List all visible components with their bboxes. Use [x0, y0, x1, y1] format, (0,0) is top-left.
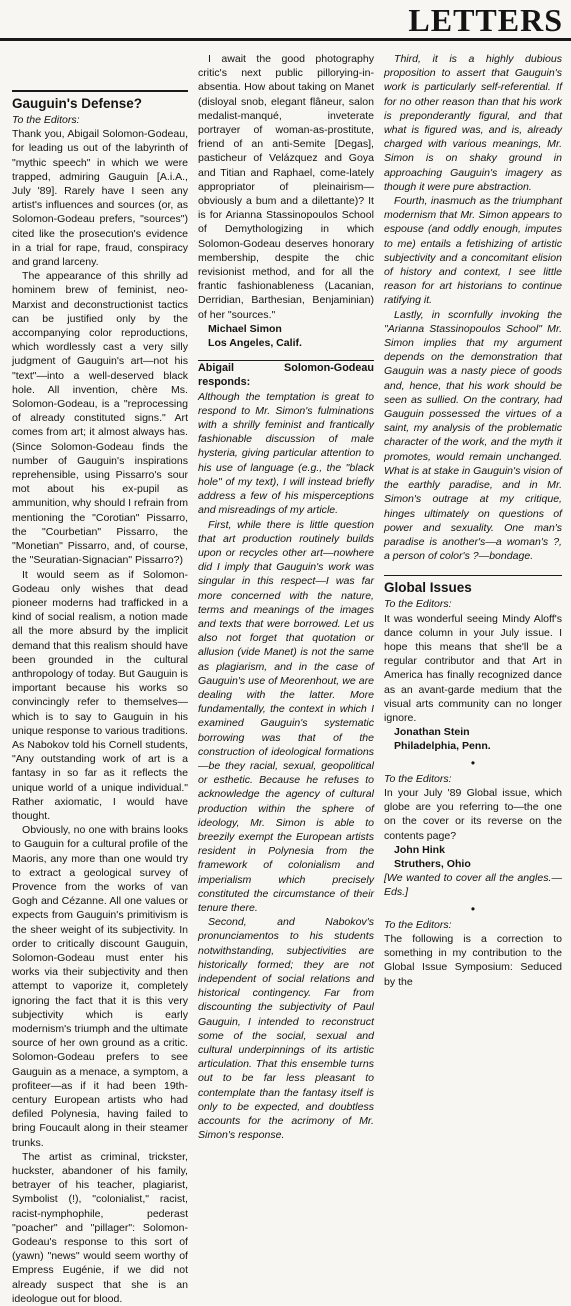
- salutation: To the Editors:: [12, 114, 80, 126]
- salutation: To the Editors:: [384, 772, 452, 785]
- section-title: LETTERS: [408, 2, 563, 38]
- paragraph: Thank you, Abigail Solomon-Godeau, for leading us out of the labyrinth of "mythic speech" in which we were trapped, admiring Gauguin [A.i.A., July '89]. Rarely have I seen any artist's influences and sources (or, as Solomon-Godeau prefers, "sources") cited like the prosecution's evidence in a trial for rape, fraud, conspiracy and grand larceny.: [12, 128, 188, 269]
- salutation: To the Editors:: [384, 598, 452, 611]
- salutation: To the Editors:: [384, 918, 452, 931]
- paragraph: The artist as criminal, trickster, huckster, abandoner of his family, betrayer of his teacher, plagiarist, Symbolist (!), "colonialist," racist, racist-nymphophile, pederast "poacher" and "pillager": Solomon-Godeau's response to this sort of (yawn) "news" would seem worthy of Empress Eugénie, if we did not already suspect that she is an ideologue out for blood.: [12, 1150, 188, 1305]
- signature-name: Michael Simon: [208, 322, 282, 335]
- signature-place: Philadelphia, Penn.: [394, 740, 491, 753]
- signature-name: Jonathan Stein: [394, 726, 470, 739]
- response-body: [198, 390, 374, 1143]
- bullet-separator: •: [470, 901, 476, 916]
- paragraph: Lastly, in scornfully invoking the "Arianna Stassinopoulos School" Mr. Simon implies that my argument depends on the demonstration that Gauguin was a nasty piece of goods and, hence, that his work should be seen as sullied. On the contrary, had Gauguin possessed the virtues of a saint, my analysis of the problematic character of the work, and the myth it promotes, would remain unchanged. What is at stake in Gauguin's vision of the earthly paradise, and in Mr. Simon's outrage at my critique, hinges ultimately on questions of power and sexuality. One man's paradise is another's—a woman's ?, a person of color's ?—bondage.: [384, 308, 562, 563]
- paragraph: Obviously, no one with brains looks to Gauguin for a cultural profile of the Maoris, any more than one would try to extract a geological survey of Provence from the works of van Gogh and Cézanne. All one values or expects from Gauguin's primitivism is the sheer weight of its subjectivity. In order to critically discount Gauguin, Solomon-Godeau must enter his works via their subjectivity and then attempt to vaporize it, completely ignoring the fact that it is this very subjectivity which is early modernism's triumph and the ultimate source of her own ground as a critic. Solomon-Godeau prefers to see Gauguin as a menace, a symptom, a profiteer—as if it had been 19th-century European artists who had defiled Polynesia, having failed to bring Foucault along in their steamer trunks.: [12, 824, 188, 1149]
- response-heading: Abigail Solomon-Godeau responds:: [198, 362, 374, 389]
- paragraph: In your July '89 Global issue, which globe are you referring to—the one on the cover or its reverse on the contents page?: [384, 786, 562, 842]
- column-2: [198, 52, 374, 1142]
- column-3: [384, 52, 562, 989]
- letter-heading-gauguin: Gauguin's Defense?: [12, 90, 188, 112]
- paragraph: Fourth, inasmuch as the triumphant modernism that Mr. Simon appears to espouse (and oddly enough, imputes to me) entails a fetishizing of artistic subjectivity and a concomitant elision of history and context, I see little reason for art historians to continue ratifying it.: [384, 195, 562, 307]
- editor-note: [We wanted to cover all the angles.—Eds.]: [384, 872, 562, 899]
- signature-name: John Hink: [394, 843, 445, 856]
- paragraph: The following is a correction to something in my contribution to the Global Issue Symposium: Seduced by the: [384, 932, 562, 988]
- paragraph: Second, and Nabokov's pronunciamentos to his students notwithstanding, subjectivities are historically formed; they are not independent of social relations and historical contingency. Far from discounting the subjectivity of Paul Gauguin, I intended to reconstruct some of the social, sexual and cultural underpinnings of its artistic articulation. That this ensemble turns out to be far less pleasant to contemplate than the fantasy itself is only to be expected, and doubtless accounts for the acrimony of Mr. Simon's response.: [198, 916, 374, 1142]
- letter-heading-global: Global Issues: [384, 580, 472, 596]
- response-body-continued: [384, 52, 562, 563]
- paragraph: It was wonderful seeing Mindy Aloff's dance column in your July issue. I hope this means that she'll be a regular contributor and that Art in America has finally recognized dance as an avant-garde medium that the visual arts community can no longer ignore.: [384, 612, 562, 724]
- paragraph: Although the temptation is great to respond to Mr. Simon's fulminations with a shrilly feminist and frantically fashionable discussion of male hysteria, giving particular attention to his use of language (e.g., the "black hole" of my text), I will instead briefly address a few of his misperceptions and misreadings of my article.: [198, 390, 374, 517]
- column-1: [12, 90, 188, 1306]
- paragraph: I await the good photography critic's next public pillorying-in-absentia. How about taking on Manet (disloyal snob, elegant flâneur, salon medalist-manqué, inveterate portrayer of woman-as-prostitute, friend of an anti-Semite [Degas], pasticheur of Velázquez and Goya and Titian and Raphael, come-lately appropriator of pleinairism—obviously a bum and a dilettante)? It is for Arianna Stassinopoulos School of Demythologizing in which Solomon-Godeau deserves honorary membership, despite the chic revisionist method, and for all the frantic fashionableness (Lacanian, Derridian, Barthesian, Benjaminian) of her "sources.": [198, 53, 374, 321]
- signature-place: Los Angeles, Calif.: [208, 337, 302, 350]
- divider: [384, 575, 562, 576]
- paragraph: It would seem as if Solomon-Godeau only wishes that dead pioneer moderns had trafficked in a kind of social realism, a notion made all the more absurd by the implicit demand that this realism should have been grounded in the cultural anthropology of today. But Gauguin is important because his works so convincingly refer to themselves—which is to say to Gauguin in his unique response to various traditions. As Nabokov told his Cornell students, "Any outstanding work of art is a fantasy in so far as it reflects the unique world of a unique individual." Rather axiomatic, I would have thought.: [12, 568, 188, 822]
- paragraph: Third, it is a highly dubious proposition to assert that Gauguin's work is particularly self-referential. If for no other reason than that his work is preponderantly figural, and that what is figured was, and is, already charged with various meanings, Mr. Simon is on shaky ground in approaching Gauguin's imagery as though it were pure abstraction.: [384, 53, 562, 193]
- paragraph: First, while there is little question that art production routinely builds upon or recycles other art—nowhere did I imply that Gauguin's work was singular in this respect—I was far more concerned with the nature, terms and meanings of the images and texts that were borrowed. Let us also not forget that quotation or allusion (vide Manet) is not the same as plagiarism, and in the case of Gauguin's use of Meorenhout, we are dealing with the latter. More fundamentally, the context in which I examined Gauguin's systematic borrowing was that of the construction of ideological formations—be they racial, sexual, geopolitical or esthetic. Because he refuses to acknowledge the agency of cultural production within the sphere of ideology, Mr. Simon is able to breezily exempt the European artists resident in Polynesia from the framework of colonialism and imperialism which precisely constituted the circumstance of their tenure there.: [198, 518, 374, 914]
- signature-place: Struthers, Ohio: [394, 857, 471, 870]
- paragraph: The appearance of this shrilly ad hominem brew of feminist, neo-Marxist and deconstructionist tactics can be justified only by the accompanying color reproductions, which wordlessly cast a very silly judgment of Gauguin's art—not his "text"—into a well-deserved black hole. All invention, chère Ms. Solomon-Godeau, is a "reprocessing of already constituted signs." Art comes from art; it almost always has. (Since Solomon-Godeau finds the number of Gauguin's inspirations reprehensible, using Pissarro's sour mot about his ex-pupil as ammunition, why should I refrain from mentioning the "Corotian" Pissarro, the "Courbetian" Pissarro, the "Monetian" Pissarro, and, of course, the "Seuratian-Signacian" Pissarro?): [12, 270, 188, 567]
- bullet-separator: •: [470, 755, 476, 770]
